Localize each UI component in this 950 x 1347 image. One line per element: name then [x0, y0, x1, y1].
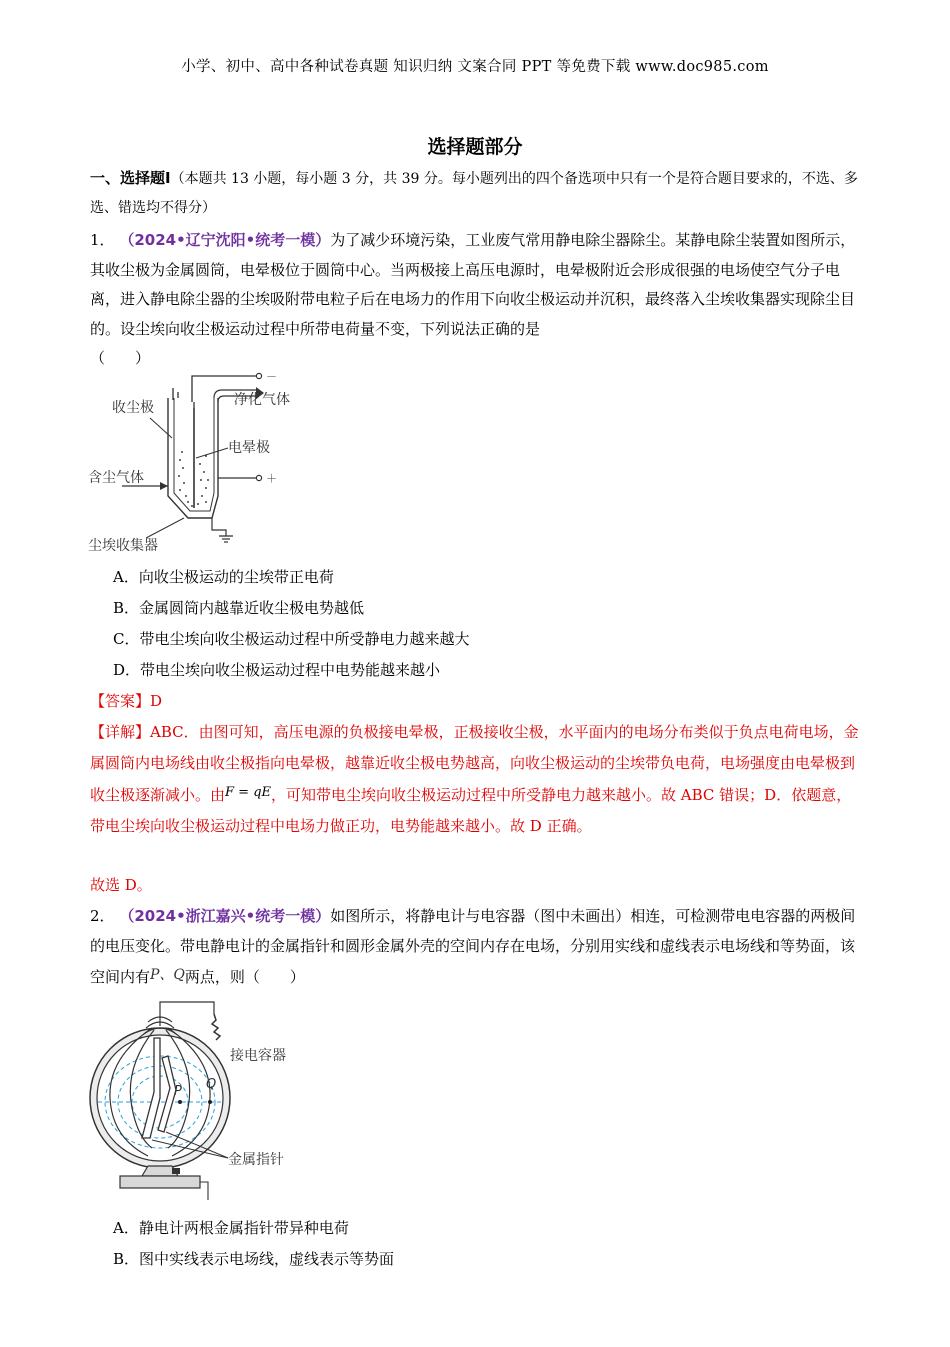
question-1-option-a: A．向收尘极运动的尘埃带正电荷 — [113, 568, 334, 586]
question-2-source: （2024•浙江嘉兴•统考一模） — [119, 907, 331, 925]
figure-electrostatic-precipitator — [88, 368, 328, 558]
question-2-stem-part-2: 两点，则（ ） — [184, 968, 305, 986]
question-1-source: （2024•辽宁沈阳•统考一模） — [119, 231, 331, 249]
question-2-option-b: B．图中实线表示电场线，虚线表示等势面 — [113, 1250, 395, 1268]
section-description: （本题共 13 小题，每小题 3 分，共 39 分。每小题列出的四个备选项中只有一个是符合题目要求的，不选、多选、错选均不得分） — [90, 171, 858, 216]
question-1-answer: 【答案】D — [90, 692, 163, 710]
label-point-p: P — [174, 1084, 182, 1099]
question-2-stem-part-1: 如图所示，将静电计与电容器（图中未画出）相连，可检测带电电容器的两极间的电压变化。带电静电计的金属指针和圆形金属外壳的空间内存在电场，分别用实线和虚线表示电场线和等势面，该空间内有 — [90, 907, 856, 986]
question-1 — [90, 226, 860, 374]
label-dust-collector: 尘埃收集器 — [88, 538, 158, 554]
explanation-part-2: ，可知带电尘埃向收尘极运动过程中所受静电力越来越小。故 ABC 错误；D．依题意，带电尘埃向收尘极运动过程中电场力做正功，电势能越来越小。故 D 正确。 — [90, 786, 852, 835]
question-1-conclusion: 故选 D。 — [90, 876, 152, 894]
question-1-answer-paren: （ ） — [90, 349, 151, 367]
question-2-option-a: A．静电计两根金属指针带异种电荷 — [113, 1219, 349, 1237]
label-collector-electrode: 收尘极 — [112, 400, 154, 416]
explanation-part-1: ABC．由图可知，高压电源的负极接电晕极，正极接收尘极，水平面内的电场分布类似于负点电荷电场，金属圆筒内电场线由收尘极指向电晕极，越靠近收尘极电势越高，向收尘极运动的尘埃带负电荷，电场强度由电晕极到收尘极逐渐减小。由 — [90, 723, 859, 804]
question-1-number: 1． — [90, 231, 115, 249]
figure-plus-sign: ＋ — [266, 472, 277, 485]
label-dusty-gas: 含尘气体 — [88, 470, 144, 486]
question-2 — [90, 902, 860, 993]
question-1-explanation — [90, 717, 865, 841]
figure-minus-sign: － — [266, 370, 277, 383]
section-heading-label: 一、选择题Ⅰ — [90, 169, 171, 187]
question-1-option-b: B．金属圆筒内越靠近收尘极电势越低 — [113, 599, 365, 617]
explanation-tag: 【详解】 — [90, 723, 151, 741]
explanation-formula: F = qE — [225, 785, 272, 800]
figure-electroscope — [88, 998, 318, 1203]
page-header: 小学、初中、高中各种试卷真题 知识归纳 文案合同 PPT 等免费下载 www.doc985.com — [181, 59, 769, 75]
question-1-stem: 为了减少环境污染，工业废气常用静电除尘器除尘。某静电除尘装置如图所示，其收尘极为金属圆筒，电晕极位于圆筒中心。当两极接上高压电源时，电晕极附近会形成很强的电场使空气分子电离，进入静电除尘器的尘埃吸附带电粒子后在电场力的作用下向收尘极运动并沉积，最终落入尘埃收集器实现除尘目的。设尘埃向收尘极运动过程中所带电荷量不变，下列说法正确的是 — [90, 231, 856, 338]
question-1-option-d: D．带电尘埃向收尘极运动过程中电势能越来越小 — [113, 661, 441, 679]
label-connect-capacitor: 接电容器 — [230, 1048, 286, 1064]
question-2-number: 2． — [90, 907, 115, 925]
question-1-option-c: C．带电尘埃向收尘极运动过程中所受静电力越来越大 — [113, 630, 470, 648]
label-metal-needle: 金属指针 — [228, 1152, 284, 1168]
label-clean-gas: 净化气体 — [234, 392, 290, 408]
label-point-q: Q — [206, 1077, 217, 1092]
section-heading — [90, 164, 860, 223]
question-2-points-pq: P、Q — [150, 967, 185, 983]
page-title: 选择题部分 — [427, 136, 523, 158]
label-corona-electrode: 电晕极 — [228, 440, 270, 456]
